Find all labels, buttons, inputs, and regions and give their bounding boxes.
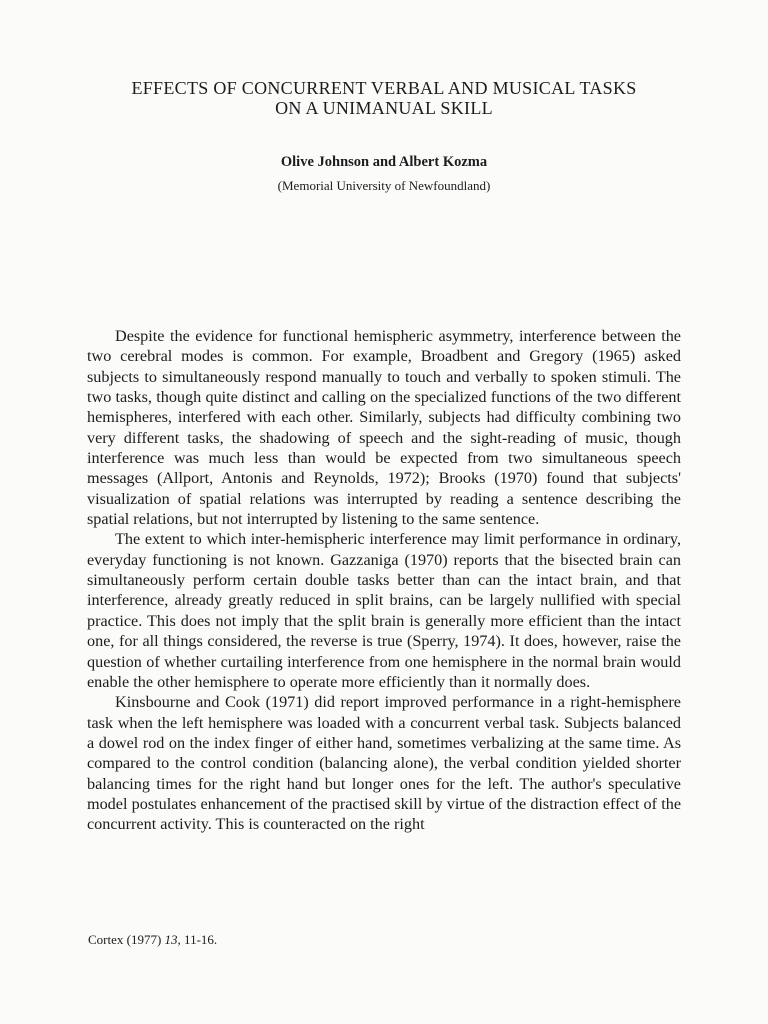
- paragraph: The extent to which inter-hemispheric interference may limit performance in ordinary, everyday functioning is not known. Gazzaniga (1970) reports that the bisected brain can simultaneously perform certain double tasks better than can the intact brain, and that interference, already greatly reduced in split brains, can be largely nullified with special practice. This does not imply that the split brain is generally more efficient than the intact one, for all things considered, the reverse is true (Sperry, 1974). It does, however, raise the question of whether curtailing interference from one hemisphere in the normal brain would enable the other hemisphere to operate more efficiently than it normally does.: [87, 530, 681, 691]
- body-text: [87, 326, 681, 835]
- authors: Olive Johnson and Albert Kozma: [280, 154, 488, 170]
- affiliation: (Memorial University of Newfoundland): [277, 178, 491, 193]
- journal-volume: 13,: [164, 932, 181, 947]
- paper-title: [0, 78, 768, 118]
- journal-name: Cortex (1977): [88, 932, 162, 947]
- journal-pages: 11-16.: [184, 932, 218, 947]
- paragraph: Despite the evidence for functional hemispheric asymmetry, interference between the two cerebral modes is common. For example, Broadbent and Gregory (1965) asked subjects to simultaneously respond manually to touch and verbally to spoken stimuli. The two tasks, though quite distinct and calling on the specialized functions of the two different hemispheres, interfered with each other. Similarly, subjects had difficulty combining two very different tasks, the shadowing of speech and the sight-reading of music, though interference was much less than would be expected from two simultaneous speech messages (Allport, Antonis and Reynolds, 1972); Brooks (1970) found that subjects' visualization of spatial relations was interrupted by reading a sentence describing the spatial relations, but not interrupted by listening to the same sentence.: [87, 327, 681, 529]
- title-line-1: EFFECTS OF CONCURRENT VERBAL AND MUSICAL TASKS: [131, 78, 637, 98]
- paragraph: Kinsbourne and Cook (1971) did report improved performance in a right-hemisphere task when the left hemisphere was loaded with a concurrent verbal task. Subjects balanced a dowel rod on the index finger of either hand, sometimes verbalizing at the same time. As compared to the control condition (balancing alone), the verbal condition yielded shorter balancing times for the right hand but longer ones for the left. The author's speculative model postulates enhancement of the practised skill by virtue of the distraction effect of the concurrent activity. This is counteracted on the right: [87, 693, 681, 834]
- title-line-2: ON A UNIMANUAL SKILL: [275, 98, 493, 118]
- citation-footer: [88, 932, 217, 948]
